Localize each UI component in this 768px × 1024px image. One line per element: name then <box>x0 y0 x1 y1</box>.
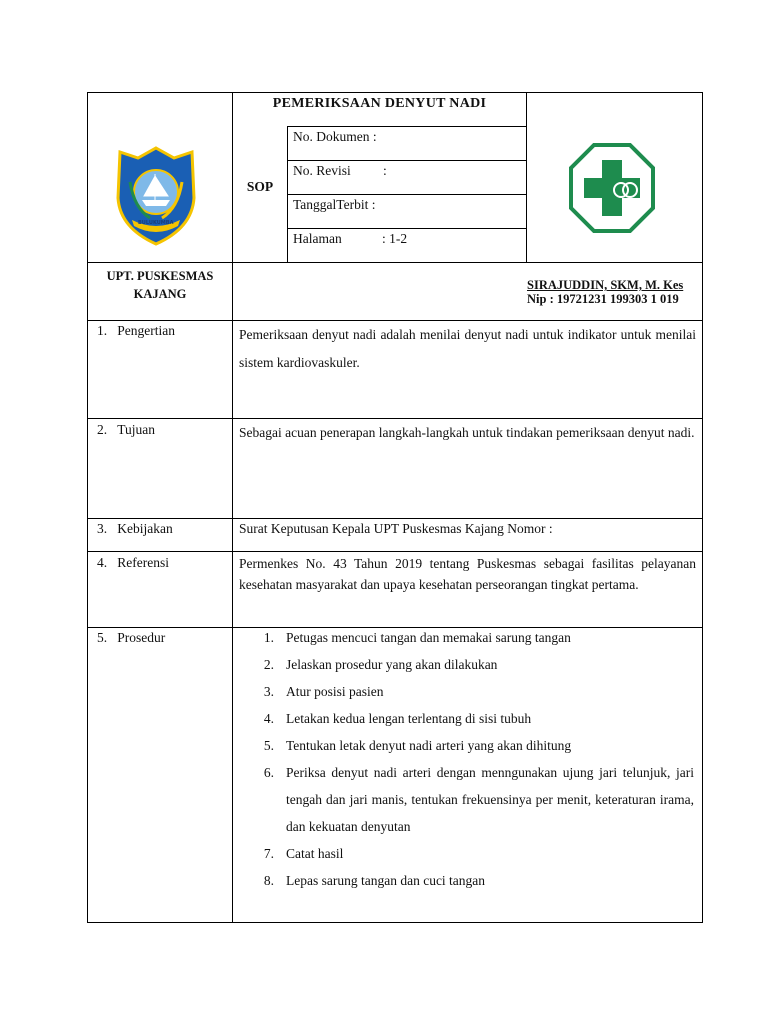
no-dokumen-field: No. Dokumen : <box>293 129 377 144</box>
sop-label: SOP <box>246 179 274 194</box>
prosedur-step-number: 6. <box>263 765 274 780</box>
prosedur-step <box>254 732 694 759</box>
section-text-tujuan: Sebagai acuan penerapan langkah-langkah untuk tindakan pemeriksaan denyut nadi. <box>239 425 695 440</box>
halaman-label: Halaman <box>293 231 342 246</box>
prosedur-step-text: Jelaskan prosedur yang akan dilakukan <box>286 657 498 672</box>
org-name-line2: KAJANG <box>133 287 187 301</box>
section-label-pengertian: 1. Pengertian <box>97 323 175 338</box>
prosedur-step-number: 4. <box>263 711 274 726</box>
emblem-label: BULUKUMBA <box>138 220 174 226</box>
prosedur-step <box>254 651 694 678</box>
prosedur-step-number: 5. <box>263 738 274 753</box>
prosedur-step <box>254 705 694 732</box>
prosedur-step <box>254 759 694 840</box>
no-revisi-label: No. Revisi <box>293 163 351 178</box>
prosedur-step-number: 3. <box>263 684 274 699</box>
section-label-referensi: 4. Referensi <box>97 555 169 570</box>
regional-emblem-icon <box>116 146 196 246</box>
prosedur-list <box>254 624 694 894</box>
prosedur-step <box>254 840 694 867</box>
no-revisi-colon: : <box>383 163 387 178</box>
prosedur-step-text: Periksa denyut nadi arteri dengan menngunakan ujung jari telunjuk, jari tengah dan jari manis, tentukan frekuensinya per menit, keteraturan irama, dan kekuatan denyutan <box>286 765 694 834</box>
section-label-kebijakan: 3. Kebijakan <box>97 521 173 536</box>
prosedur-step-text: Petugas mencuci tangan dan memakai sarung tangan <box>286 630 571 645</box>
section-text-kebijakan: Surat Keputusan Kepala UPT Puskesmas Kajang Nomor : <box>239 521 553 536</box>
prosedur-step-text: Tentukan letak denyut nadi arteri yang akan dihitung <box>286 738 572 753</box>
document-title: PEMERIKSAAN DENYUT NADI <box>272 96 487 111</box>
prosedur-step-number: 7. <box>263 846 274 861</box>
prosedur-step-text: Letakan kedua lengan terlentang di sisi tubuh <box>286 711 532 726</box>
prosedur-step-text: Atur posisi pasien <box>286 684 384 699</box>
section-text-referensi: Permenkes No. 43 Tahun 2019 tentang Puskesmas sebagai fasilitas pelayanan kesehatan masyarakat dan upaya kesehatan perseorangan tingkat pertama. <box>239 556 696 592</box>
prosedur-step-number: 1. <box>263 630 274 645</box>
signer-nip: Nip : 19721231 199303 1 019 <box>527 292 679 306</box>
prosedur-step <box>254 624 694 651</box>
halaman-value: : 1-2 <box>382 231 408 246</box>
section-text-pengertian: Pemeriksaan denyut nadi adalah menilai denyut nadi untuk indikator untuk menilai sistem kardiovaskuler. <box>239 327 696 370</box>
health-cross-logo-icon <box>568 142 656 234</box>
prosedur-step-text: Catat hasil <box>286 846 344 861</box>
tanggal-terbit-field: TanggalTerbit : <box>293 197 376 212</box>
section-label-prosedur: 5. Prosedur <box>97 630 166 645</box>
section-label-tujuan: 2. Tujuan <box>97 422 156 437</box>
prosedur-step <box>254 867 694 894</box>
org-name-line1: UPT. PUSKESMAS <box>106 269 214 283</box>
prosedur-step <box>254 678 694 705</box>
prosedur-step-text: Lepas sarung tangan dan cuci tangan <box>286 873 486 888</box>
prosedur-step-number: 2. <box>263 657 274 672</box>
signer-name: SIRAJUDDIN, SKM, M. Kes <box>527 278 684 292</box>
prosedur-step-number: 8. <box>263 873 274 888</box>
